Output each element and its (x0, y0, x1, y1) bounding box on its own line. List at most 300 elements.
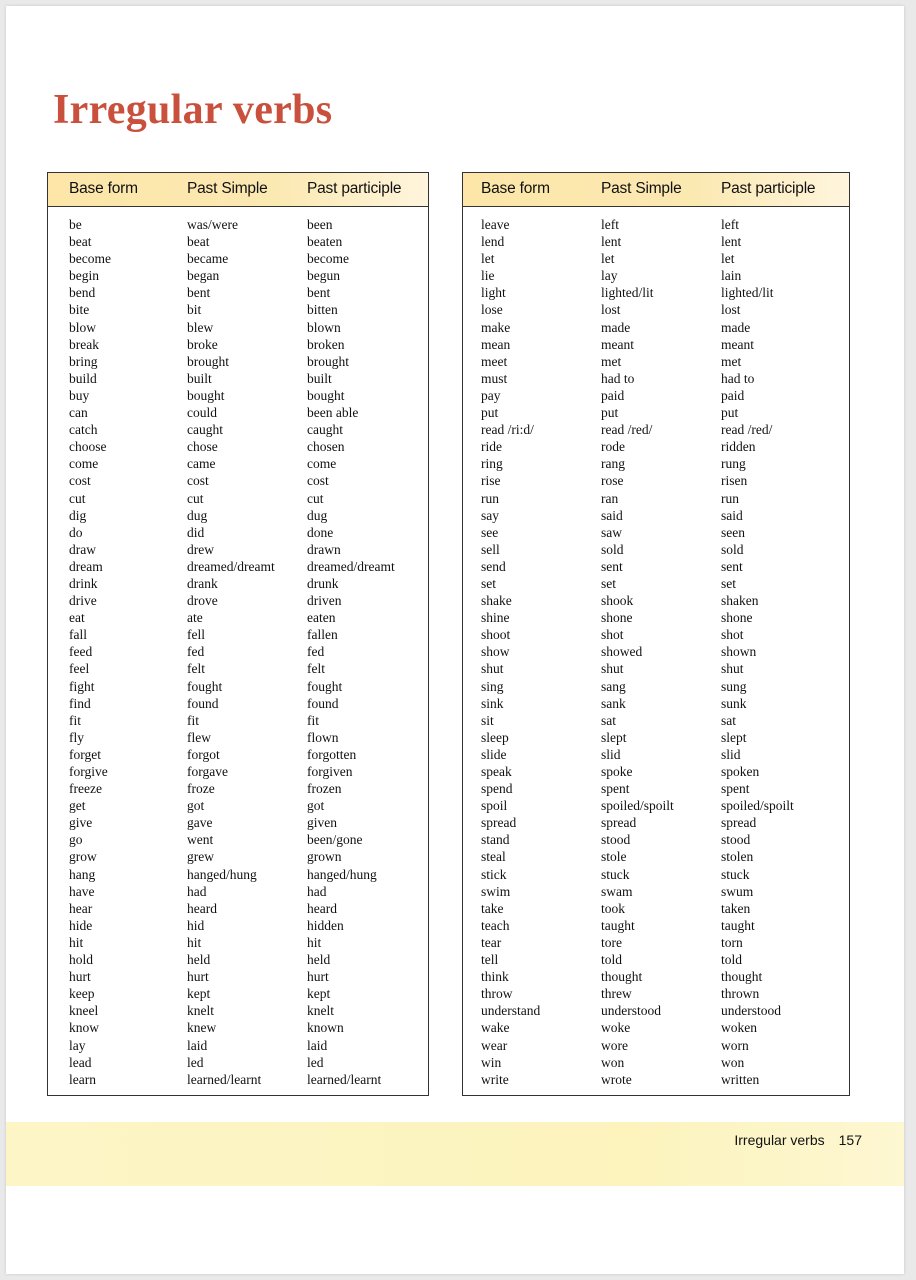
footer-text (734, 1132, 862, 1148)
past-participle-cell: lost (721, 302, 741, 318)
past-simple-cell: came (187, 456, 216, 472)
base-form-cell: see (481, 524, 499, 540)
base-form-cell: make (481, 319, 511, 335)
past-participle-cell: run (721, 490, 739, 506)
past-participle-cell: knelt (307, 1003, 334, 1019)
past-participle-cell: torn (721, 934, 743, 950)
base-form-cell: lie (481, 268, 495, 284)
base-form-cell: kneel (69, 1003, 99, 1019)
table-row (48, 250, 428, 267)
table-row (48, 968, 428, 985)
past-simple-cell: meant (601, 336, 634, 352)
past-participle-cell: said (721, 507, 743, 523)
past-simple-cell: spoke (601, 764, 633, 779)
table-row (48, 421, 428, 438)
base-form-cell: lose (481, 302, 503, 318)
past-participle-cell: meant (721, 336, 754, 352)
table-row (463, 797, 849, 814)
base-form-cell: blow (69, 319, 96, 335)
past-simple-cell: bent (187, 285, 211, 301)
past-participle-cell: understood (721, 1003, 781, 1019)
past-participle-cell: lighted/lit (721, 285, 774, 301)
past-simple-cell: hid (187, 917, 205, 933)
past-participle-cell: seen (721, 524, 745, 540)
past-simple-cell: left (601, 217, 619, 232)
base-form-cell: feel (69, 661, 90, 677)
table-row (48, 951, 428, 968)
past-participle-cell: hanged/hung (307, 866, 377, 882)
past-simple-cell: hurt (187, 969, 209, 985)
past-participle-cell: sat (721, 712, 736, 728)
table-row (463, 848, 849, 865)
table-row (48, 985, 428, 1002)
table-row (463, 455, 849, 472)
table-row (463, 985, 849, 1002)
table-row (48, 353, 428, 370)
past-participle-cell: hidden (307, 917, 344, 933)
table-row (48, 780, 428, 797)
past-simple-cell: drew (187, 541, 214, 557)
past-participle-cell: flown (307, 729, 339, 745)
past-participle-cell: bitten (307, 302, 338, 318)
verb-table-left (47, 172, 429, 1096)
table-row (463, 575, 849, 592)
past-simple-cell: cost (187, 473, 209, 489)
past-simple-cell: had to (601, 370, 635, 386)
header-past-participle: Past participle (721, 180, 816, 197)
past-simple-cell: met (601, 353, 622, 369)
past-simple-cell: stole (601, 849, 627, 865)
base-form-cell: eat (69, 610, 85, 626)
past-participle-cell: won (721, 1054, 745, 1070)
table-row (463, 678, 849, 695)
table-row (463, 763, 849, 780)
table-row (48, 763, 428, 780)
table-row (463, 1019, 849, 1036)
past-simple-cell: did (187, 524, 205, 540)
table-row (48, 609, 428, 626)
table-row (463, 592, 849, 609)
past-participle-cell: caught (307, 422, 343, 438)
header-past-participle: Past participle (307, 180, 402, 197)
past-participle-cell: done (307, 524, 334, 540)
base-form-cell: meet (481, 353, 508, 369)
base-form-cell: hold (69, 952, 94, 968)
past-participle-cell: frozen (307, 781, 342, 797)
base-form-cell: begin (69, 268, 99, 284)
page-title: Irregular verbs (53, 87, 333, 133)
past-participle-cell: got (307, 798, 325, 814)
past-simple-cell: slept (601, 729, 627, 745)
past-participle-cell: forgiven (307, 764, 353, 779)
base-form-cell: choose (69, 439, 107, 455)
past-participle-cell: heard (307, 900, 337, 916)
base-form-cell: shut (481, 661, 504, 677)
past-simple-cell: let (601, 251, 615, 267)
past-participle-cell: rung (721, 456, 746, 472)
header-base-form: Base form (69, 180, 138, 197)
table-row (48, 678, 428, 695)
table-row (48, 883, 428, 900)
table-row (48, 814, 428, 831)
past-simple-cell: told (601, 952, 623, 968)
past-participle-cell: kept (307, 986, 331, 1002)
past-simple-cell: forgave (187, 764, 228, 779)
past-participle-cell: found (307, 695, 339, 711)
table-row (463, 490, 849, 507)
table-row (48, 934, 428, 951)
past-participle-cell: met (721, 353, 742, 369)
past-simple-cell: ran (601, 490, 619, 506)
table-row (463, 216, 849, 233)
past-simple-cell: spent (601, 781, 630, 797)
table-row (48, 1037, 428, 1054)
past-participle-cell: led (307, 1054, 324, 1070)
base-form-cell: wake (481, 1020, 510, 1036)
base-form-cell: tell (481, 952, 499, 968)
past-participle-cell: lain (721, 268, 742, 284)
base-form-cell: leave (481, 217, 510, 232)
past-simple-cell: got (187, 798, 205, 814)
past-simple-cell: understood (601, 1003, 661, 1019)
past-simple-cell: saw (601, 524, 622, 540)
base-form-cell: sit (481, 712, 494, 728)
base-form-cell: go (69, 832, 83, 848)
past-participle-cell: begun (307, 268, 340, 284)
past-participle-cell: stood (721, 832, 751, 848)
table-row (463, 729, 849, 746)
table-row (463, 370, 849, 387)
table-row (463, 1002, 849, 1019)
table-row (48, 1071, 428, 1088)
past-participle-cell: risen (721, 473, 748, 489)
base-form-cell: fly (69, 729, 84, 745)
base-form-cell: rise (481, 473, 501, 489)
past-simple-cell: made (601, 319, 631, 335)
page-number: 157 (838, 1132, 862, 1148)
table-row (48, 455, 428, 472)
past-simple-cell: could (187, 405, 217, 421)
past-participle-cell: spoken (721, 764, 760, 779)
past-simple-cell: built (187, 370, 212, 386)
table-row (48, 746, 428, 763)
past-simple-cell: knew (187, 1020, 217, 1036)
table-row (463, 609, 849, 626)
base-form-cell: freeze (69, 781, 102, 797)
past-simple-cell: paid (601, 387, 625, 403)
base-form-cell: become (69, 251, 111, 267)
past-participle-cell: beaten (307, 234, 343, 250)
base-form-cell: drink (69, 575, 98, 591)
table-row (463, 250, 849, 267)
base-form-cell: stick (481, 866, 507, 882)
table-row (48, 336, 428, 353)
table-row (463, 267, 849, 284)
past-simple-cell: slid (601, 746, 621, 762)
table-row (463, 831, 849, 848)
past-simple-cell: tore (601, 934, 622, 950)
base-form-cell: can (69, 405, 88, 421)
past-simple-cell: led (187, 1054, 204, 1070)
past-simple-cell: beat (187, 234, 210, 250)
base-form-cell: lay (69, 1037, 86, 1053)
table-row (48, 712, 428, 729)
table-row (463, 472, 849, 489)
past-participle-cell: let (721, 251, 735, 267)
base-form-cell: lend (481, 234, 505, 250)
header-past-simple: Past Simple (601, 180, 682, 197)
table-row (463, 387, 849, 404)
past-simple-cell: lent (601, 234, 622, 250)
table-row (48, 695, 428, 712)
table-row (48, 729, 428, 746)
base-form-cell: swim (481, 883, 511, 899)
past-simple-cell: chose (187, 439, 218, 455)
table-row (463, 1054, 849, 1071)
past-simple-cell: dreamed/dreamt (187, 558, 275, 574)
base-form-cell: light (481, 285, 506, 301)
past-simple-cell: grew (187, 849, 214, 865)
base-form-cell: win (481, 1054, 502, 1070)
base-form-cell: think (481, 969, 509, 985)
past-participle-cell: dug (307, 507, 328, 523)
base-form-cell: run (481, 490, 499, 506)
past-simple-cell: woke (601, 1020, 631, 1036)
past-participle-cell: fed (307, 644, 325, 660)
past-simple-cell: gave (187, 815, 213, 831)
past-participle-cell: fallen (307, 627, 338, 643)
base-form-cell: buy (69, 387, 90, 403)
base-form-cell: have (69, 883, 95, 899)
table-row (48, 575, 428, 592)
past-participle-cell: put (721, 405, 739, 421)
table-row (463, 712, 849, 729)
table-row (463, 951, 849, 968)
table-row (48, 797, 428, 814)
table-row (48, 626, 428, 643)
past-simple-cell: stood (601, 832, 631, 848)
past-participle-cell: become (307, 251, 349, 267)
past-simple-cell: shot (601, 627, 624, 643)
base-form-cell: dig (69, 507, 87, 523)
base-form-cell: fight (69, 678, 95, 694)
base-form-cell: must (481, 370, 508, 386)
past-simple-cell: felt (187, 661, 205, 677)
past-simple-cell: kept (187, 986, 211, 1002)
past-participle-cell: fit (307, 712, 319, 728)
past-simple-cell: put (601, 405, 619, 421)
past-simple-cell: set (601, 575, 616, 591)
base-form-cell: give (69, 815, 93, 831)
base-form-cell: break (69, 336, 99, 352)
past-simple-cell: threw (601, 986, 632, 1002)
past-simple-cell: took (601, 900, 626, 916)
base-form-cell: ring (481, 456, 503, 472)
base-form-cell: steal (481, 849, 506, 865)
past-simple-cell: learned/learnt (187, 1071, 262, 1087)
base-form-cell: spend (481, 781, 513, 797)
past-simple-cell: fed (187, 644, 205, 660)
past-participle-cell: sent (721, 558, 743, 574)
past-simple-cell: won (601, 1054, 625, 1070)
past-participle-cell: fought (307, 678, 343, 694)
table-row (48, 541, 428, 558)
past-simple-cell: had (187, 883, 207, 899)
table-row (48, 1054, 428, 1071)
past-simple-cell: was/were (187, 217, 238, 232)
past-participle-cell: laid (307, 1037, 328, 1053)
past-simple-cell: caught (187, 422, 223, 438)
table-row (463, 421, 849, 438)
base-form-cell: learn (69, 1071, 96, 1087)
past-simple-cell: began (187, 268, 220, 284)
past-participle-cell: forgotten (307, 746, 357, 762)
past-participle-cell: told (721, 952, 743, 968)
past-participle-cell: stuck (721, 866, 750, 882)
past-simple-cell: rode (601, 439, 625, 455)
base-form-cell: fall (69, 627, 87, 643)
past-simple-cell: swam (601, 883, 633, 899)
past-simple-cell: spread (601, 815, 637, 831)
past-simple-cell: laid (187, 1037, 208, 1053)
base-form-cell: write (481, 1071, 509, 1087)
table-row (463, 319, 849, 336)
table-row (463, 524, 849, 541)
base-form-cell: sing (481, 678, 504, 694)
table-row (48, 216, 428, 233)
base-form-cell: sell (481, 541, 500, 557)
past-participle-cell: paid (721, 387, 745, 403)
past-participle-cell: cut (307, 490, 324, 506)
table-row (463, 558, 849, 575)
past-participle-cell: had to (721, 370, 755, 386)
past-participle-cell: taught (721, 917, 755, 933)
table-row (463, 336, 849, 353)
table-row (463, 1071, 849, 1088)
table-row (463, 541, 849, 558)
past-participle-cell: written (721, 1071, 760, 1087)
base-form-cell: come (69, 456, 99, 472)
table-row (48, 370, 428, 387)
past-simple-cell: said (601, 507, 623, 523)
base-form-cell: let (481, 251, 495, 267)
base-form-cell: tear (481, 934, 502, 950)
table-header (48, 173, 428, 207)
table-row (463, 507, 849, 524)
table-row (463, 353, 849, 370)
table-row (48, 319, 428, 336)
table-row (48, 507, 428, 524)
table-row (48, 524, 428, 541)
past-participle-cell: thrown (721, 986, 760, 1002)
table-row (463, 866, 849, 883)
table-body (463, 216, 849, 1088)
past-participle-cell: chosen (307, 439, 345, 455)
table-row (463, 780, 849, 797)
past-participle-cell: been able (307, 405, 359, 421)
base-form-cell: bite (69, 302, 90, 318)
past-participle-cell: driven (307, 593, 342, 609)
past-participle-cell: sunk (721, 695, 747, 711)
base-form-cell: cut (69, 490, 86, 506)
past-participle-cell: spent (721, 781, 750, 797)
base-form-cell: hit (69, 934, 84, 950)
past-simple-cell: sold (601, 541, 624, 557)
table-row (463, 883, 849, 900)
past-participle-cell: slid (721, 746, 741, 762)
past-simple-cell: sank (601, 695, 626, 711)
past-participle-cell: bought (307, 387, 345, 403)
past-simple-cell: wore (601, 1037, 628, 1053)
past-simple-cell: rose (601, 473, 624, 489)
past-simple-cell: found (187, 695, 219, 711)
base-form-cell: draw (69, 541, 96, 557)
past-simple-cell: heard (187, 900, 217, 916)
past-simple-cell: wrote (601, 1071, 632, 1087)
past-participle-cell: drunk (307, 575, 339, 591)
past-participle-cell: read /red/ (721, 422, 773, 438)
table-row (48, 900, 428, 917)
past-participle-cell: ridden (721, 439, 756, 455)
table-row (463, 626, 849, 643)
past-participle-cell: shaken (721, 593, 759, 609)
past-simple-cell: lay (601, 268, 618, 284)
base-form-cell: bring (69, 353, 98, 369)
past-participle-cell: been/gone (307, 832, 363, 848)
table-row (463, 695, 849, 712)
table-row (463, 814, 849, 831)
past-participle-cell: lent (721, 234, 742, 250)
past-participle-cell: shown (721, 644, 757, 660)
base-form-cell: forget (69, 746, 101, 762)
base-form-cell: slide (481, 746, 507, 762)
table-row (48, 284, 428, 301)
past-participle-cell: stolen (721, 849, 754, 865)
past-participle-cell: shot (721, 627, 744, 643)
base-form-cell: grow (69, 849, 97, 865)
past-simple-cell: held (187, 952, 211, 968)
table-row (48, 490, 428, 507)
past-simple-cell: blew (187, 319, 214, 335)
base-form-cell: send (481, 558, 506, 574)
base-form-cell: lead (69, 1054, 92, 1070)
past-participle-cell: dreamed/dreamt (307, 558, 395, 574)
table-row (48, 472, 428, 489)
past-simple-cell: bought (187, 387, 225, 403)
base-form-cell: catch (69, 422, 98, 438)
table-row (463, 643, 849, 660)
verb-table-right (462, 172, 850, 1096)
past-simple-cell: sang (601, 678, 626, 694)
table-row (48, 558, 428, 575)
past-participle-cell: held (307, 952, 331, 968)
past-participle-cell: hurt (307, 969, 329, 985)
past-simple-cell: forgot (187, 746, 220, 762)
past-participle-cell: left (721, 217, 739, 232)
past-simple-cell: shone (601, 610, 633, 626)
past-participle-cell: woken (721, 1020, 757, 1036)
past-simple-cell: drove (187, 593, 218, 609)
base-form-cell: spoil (481, 798, 508, 814)
table-row (463, 438, 849, 455)
past-simple-cell: lost (601, 302, 621, 318)
base-form-cell: stand (481, 832, 510, 848)
base-form-cell: throw (481, 986, 513, 1002)
base-form-cell: shoot (481, 627, 511, 643)
past-participle-cell: blown (307, 319, 341, 335)
base-form-cell: shake (481, 593, 512, 609)
table-row (48, 643, 428, 660)
